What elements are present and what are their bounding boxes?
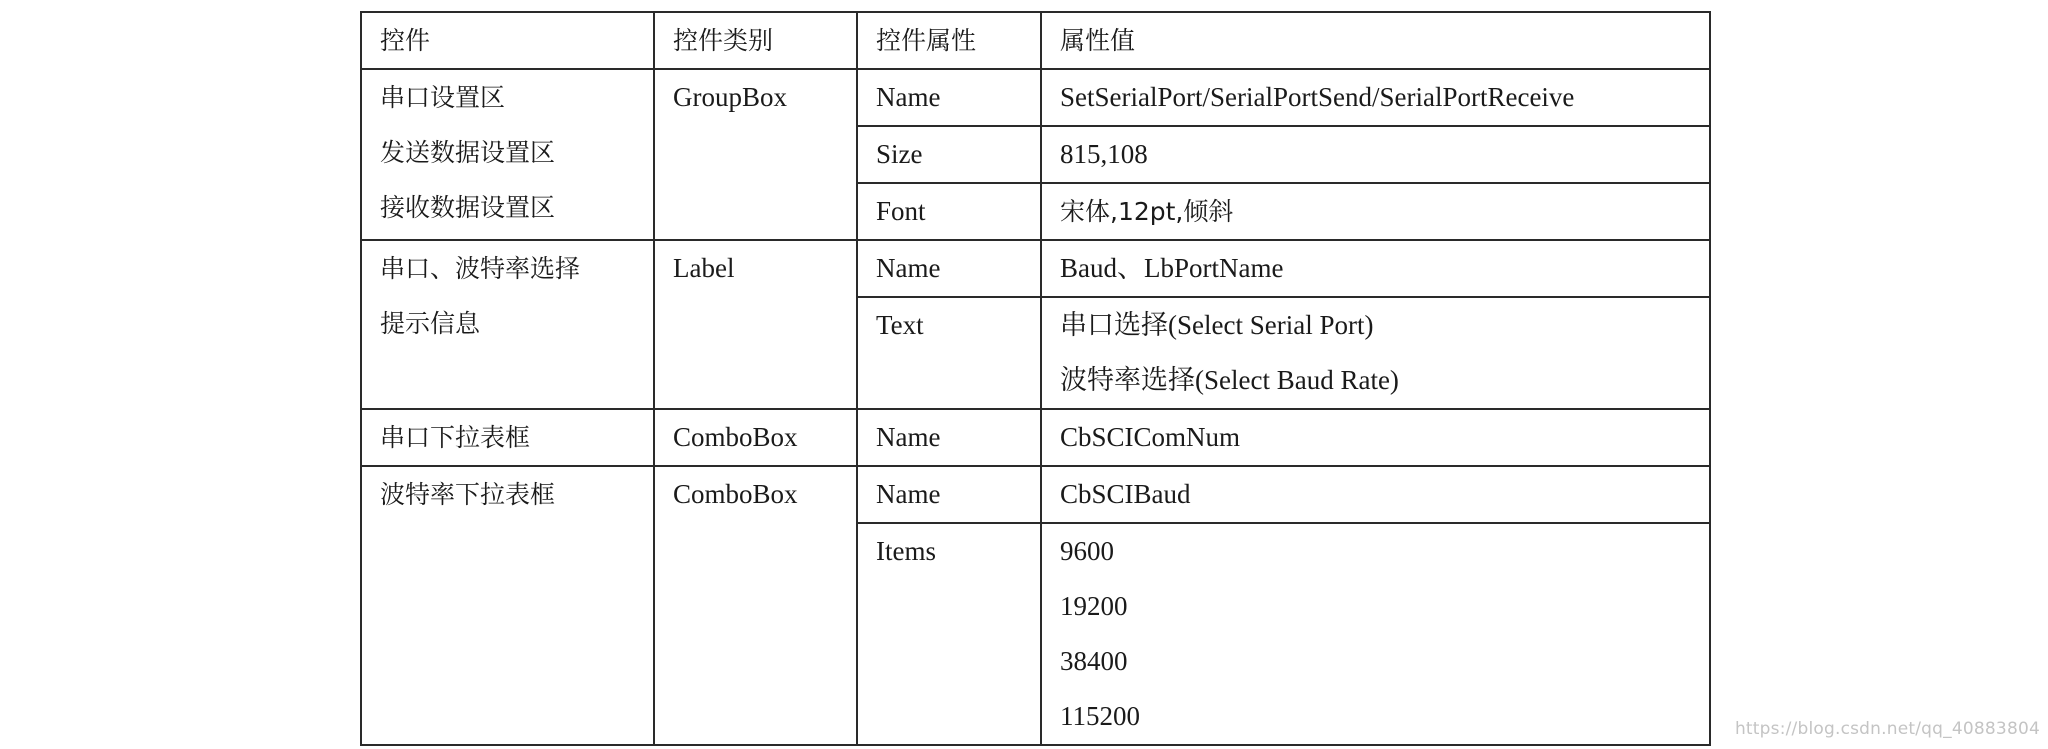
control-name-line: 发送数据设置区 xyxy=(380,138,556,167)
control-name-cell: 波特率下拉表框 xyxy=(361,466,654,745)
property-value-cell: 815,108 xyxy=(1041,126,1710,183)
table-row xyxy=(361,69,1710,126)
control-type-cell: ComboBox xyxy=(654,409,857,466)
property-value-cell xyxy=(1041,523,1710,745)
property-value-cell: Baud、LbPortName xyxy=(1041,240,1710,297)
property-name-cell: Name xyxy=(857,69,1041,126)
watermark-text: https://blog.csdn.net/qq_40883804 xyxy=(1734,719,2040,739)
property-value-cell xyxy=(1041,297,1710,409)
table-row xyxy=(361,409,1710,466)
property-value-line: 38400 xyxy=(1060,646,1128,676)
property-value-line: 波特率选择(Select Baud Rate) xyxy=(1060,365,1399,395)
property-value-line: 19200 xyxy=(1060,591,1128,621)
table-row xyxy=(361,240,1710,297)
header-row xyxy=(361,12,1710,69)
property-name-cell: Size xyxy=(857,126,1041,183)
control-properties-table-container xyxy=(360,11,1709,746)
property-name-cell: Items xyxy=(857,523,1041,745)
property-name-cell: Name xyxy=(857,466,1041,523)
property-value-line: 115200 xyxy=(1060,701,1140,731)
control-name-line: 提示信息 xyxy=(380,309,481,338)
header-property-value: 属性值 xyxy=(1041,12,1710,69)
control-name-line: 串口设置区 xyxy=(380,83,506,112)
control-name-cell xyxy=(361,69,654,240)
control-name-cell xyxy=(361,240,654,409)
control-type-cell: GroupBox xyxy=(654,69,857,240)
property-value-cell: 宋体,12pt,倾斜 xyxy=(1041,183,1710,240)
property-name-cell: Name xyxy=(857,409,1041,466)
property-name-cell: Font xyxy=(857,183,1041,240)
control-name-line: 接收数据设置区 xyxy=(380,193,556,222)
property-value-cell: SetSerialPort/SerialPortSend/SerialPortReceive xyxy=(1041,69,1710,126)
table-row xyxy=(361,466,1710,523)
property-name-cell: Name xyxy=(857,240,1041,297)
control-properties-table xyxy=(360,11,1711,746)
header-control-type: 控件类别 xyxy=(654,12,857,69)
property-value-cell: CbSCIComNum xyxy=(1041,409,1710,466)
header-control: 控件 xyxy=(361,12,654,69)
control-type-cell: ComboBox xyxy=(654,466,857,745)
property-value-cell: CbSCIBaud xyxy=(1041,466,1710,523)
header-control-property: 控件属性 xyxy=(857,12,1041,69)
control-type-cell: Label xyxy=(654,240,857,409)
property-value-line: 串口选择(Select Serial Port) xyxy=(1060,310,1374,340)
control-name-cell: 串口下拉表框 xyxy=(361,409,654,466)
property-value-line: 9600 xyxy=(1060,536,1114,566)
control-name-line: 串口、波特率选择 xyxy=(380,254,581,283)
property-name-cell: Text xyxy=(857,297,1041,409)
